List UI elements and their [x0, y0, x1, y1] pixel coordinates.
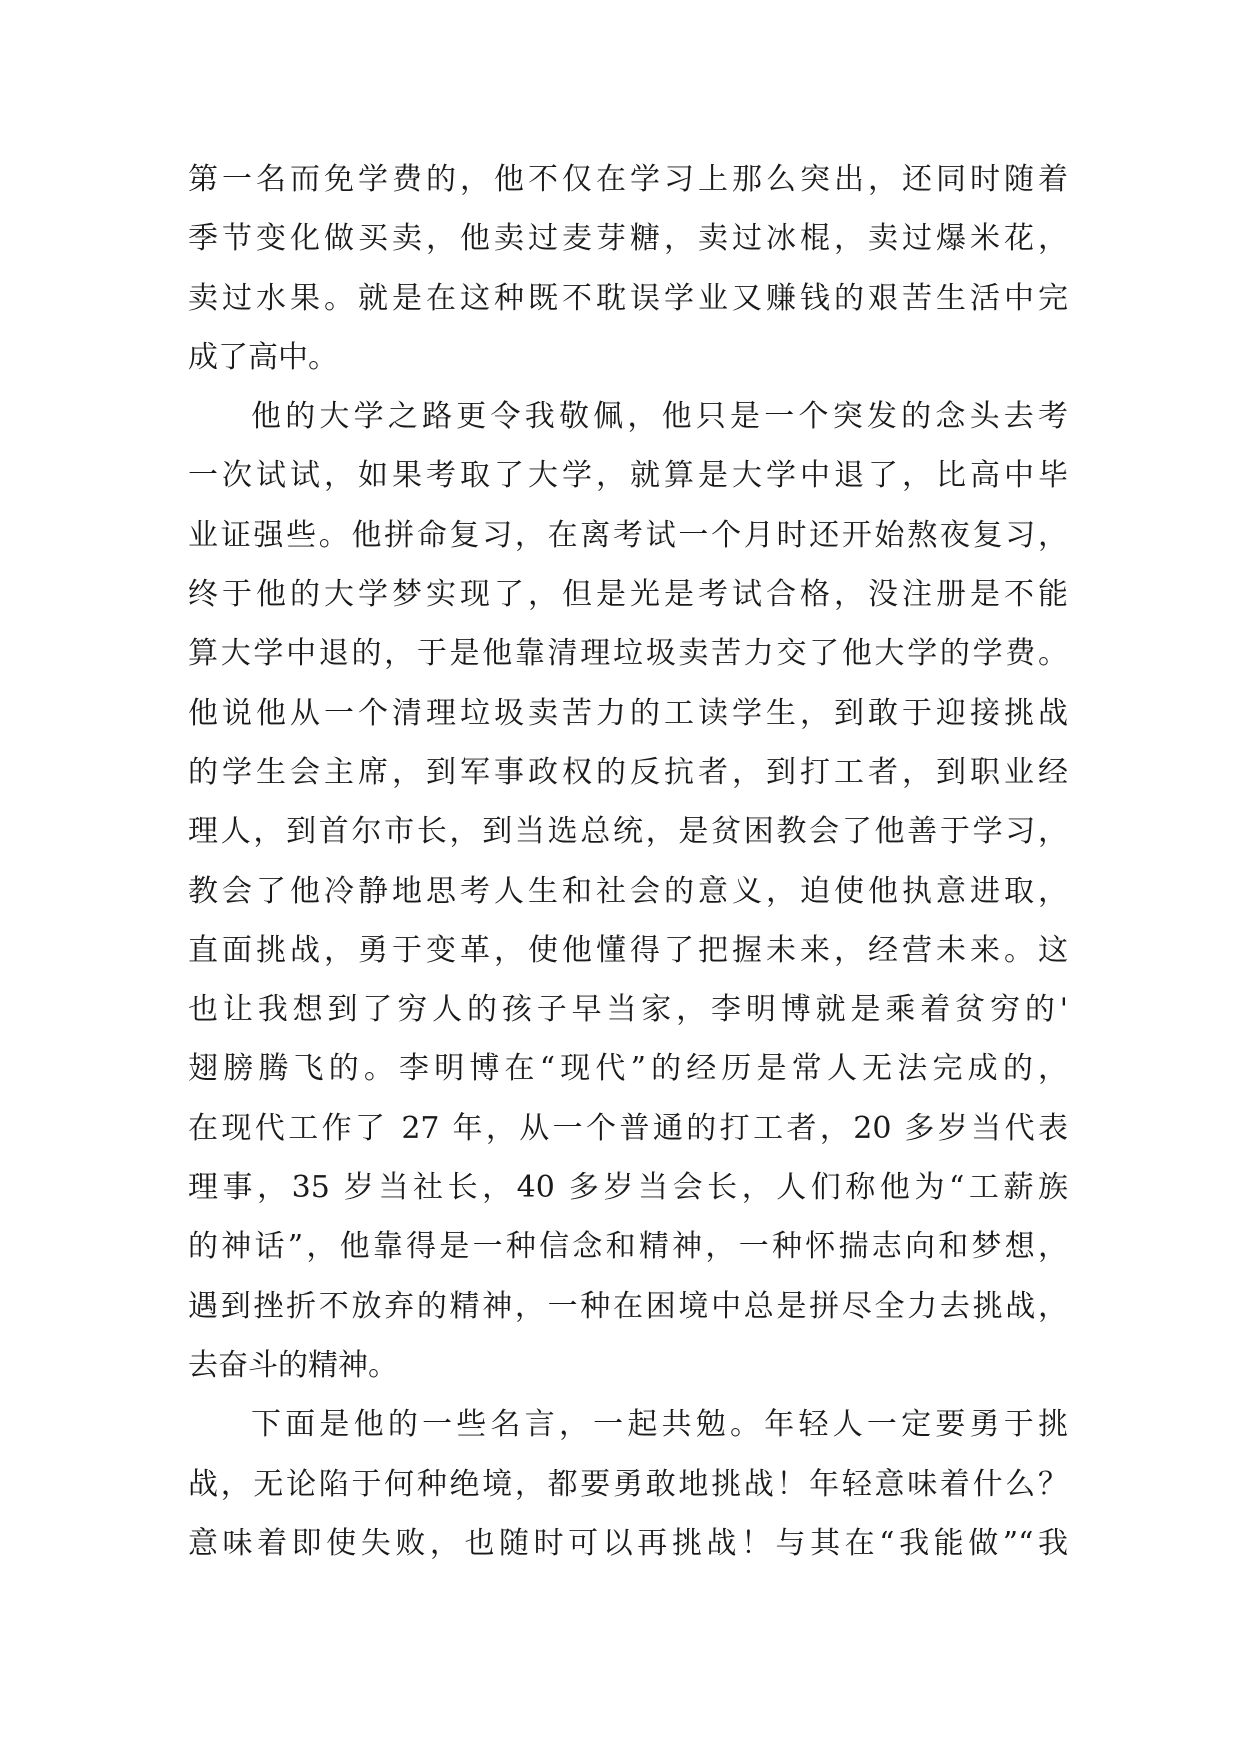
text-line: 他的大学之路更令我敬佩，他只是一个突发的念头去考: [251, 399, 1068, 435]
text-line: 战，无论陷于何种绝境，都要勇敢地挑战！年轻意味着什么？: [188, 1466, 1068, 1502]
text-line: 下面是他的一些名言，一起共勉。年轻人一定要勇于挑: [251, 1407, 1068, 1443]
document-body: [188, 150, 1068, 1573]
text-line: 翅膀腾飞的。李明博在“现代”的经历是常人无法完成的，: [188, 1051, 1068, 1087]
text-line: 季节变化做买卖，他卖过麦芽糖，卖过冰棍，卖过爆米花，: [188, 221, 1068, 257]
text-line: 他说他从一个清理垃圾卖苦力的工读学生，到敢于迎接挑战: [188, 695, 1068, 731]
text-line: 去奋斗的精神。: [188, 1347, 398, 1383]
text-line: 一次试试，如果考取了大学，就算是大学中退了，比高中毕: [188, 458, 1068, 494]
text-line: 理事，35 岁当社长，40 多岁当会长，人们称他为“工薪族: [188, 1170, 1068, 1206]
text-line: 直面挑战，勇于变革，使他懂得了把握未来，经营未来。这: [188, 932, 1068, 968]
text-line: 成了高中。: [188, 339, 338, 375]
text-line: 业证强些。他拼命复习，在离考试一个月时还开始熬夜复习，: [188, 517, 1068, 553]
text-line: 终于他的大学梦实现了，但是光是考试合格，没注册是不能: [188, 577, 1068, 613]
text-line: 意味着即使失败，也随时可以再挑战！与其在“我能做”“我: [188, 1525, 1068, 1561]
text-line: 算大学中退的，于是他靠清理垃圾卖苦力交了他大学的学费。: [188, 636, 1068, 672]
text-line: 教会了他冷静地思考人生和社会的意义，迫使他执意进取，: [188, 873, 1068, 909]
text-line: 理人，到首尔市长，到当选总统，是贫困教会了他善于学习，: [188, 814, 1068, 850]
text-line: 在现代工作了 27 年，从一个普通的打工者，20 多岁当代表: [188, 1110, 1068, 1146]
text-line: 的学生会主席，到军事政权的反抗者，到打工者，到职业经: [188, 754, 1068, 790]
text-line: 遇到挫折不放弃的精神，一种在困境中总是拼尽全力去挑战，: [188, 1288, 1068, 1324]
text-line: 第一名而免学费的，他不仅在学习上那么突出，还同时随着: [188, 162, 1068, 197]
text-line: 也让我想到了穷人的孩子早当家，李明博就是乘着贫穷的': [188, 992, 1068, 1028]
text-line: 卖过水果。就是在这种既不耽误学业又赚钱的艰苦生活中完: [188, 280, 1068, 316]
text-line: 的神话”，他靠得是一种信念和精神，一种怀揣志向和梦想，: [188, 1229, 1068, 1265]
